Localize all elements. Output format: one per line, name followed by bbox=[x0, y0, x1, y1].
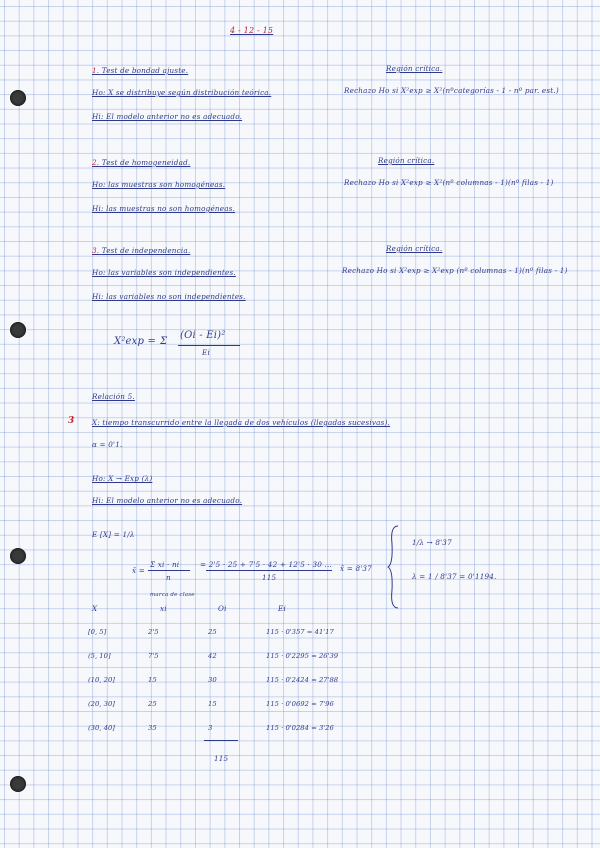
table-row bbox=[88, 668, 386, 692]
test-1-h0: Ho: X se distribuye según distribución teórica. bbox=[92, 88, 272, 97]
cell-interval: [0, 5] bbox=[88, 628, 107, 636]
expectation: E [X] = 1/λ bbox=[92, 530, 135, 539]
mean-numerator: Σ xi · ni bbox=[150, 560, 180, 569]
test-1-h1: Hi: El modelo anterior no es adecuado. bbox=[92, 112, 243, 121]
mean-expansion: = 2'5 · 25 + 7'5 · 42 + 12'5 · 30 ... bbox=[200, 560, 332, 569]
test-3-title: 3. Test de independencia. bbox=[92, 246, 191, 255]
cell-xi: 35 bbox=[148, 724, 157, 732]
cell-oi: 30 bbox=[208, 676, 217, 684]
cell-xi: 7'5 bbox=[148, 652, 159, 660]
table-subheader: marca de clase bbox=[150, 592, 195, 598]
table-total: 115 bbox=[214, 754, 229, 763]
mean-result: x̄ = 8'37 bbox=[340, 564, 372, 573]
test-1-region-rule: Rechazo Ho si X²exp ≥ X²(nºcategorías - 1 - nº par. est.) bbox=[344, 86, 559, 95]
mean-denominator-115: 115 bbox=[262, 573, 277, 582]
test-2-title: 2. Test de homogeneidad. bbox=[92, 158, 191, 167]
cell-interval: (10, 20] bbox=[88, 676, 115, 684]
binder-hole bbox=[10, 776, 26, 792]
test-2-number: 2. bbox=[92, 158, 100, 167]
cell-oi: 15 bbox=[208, 700, 217, 708]
total-rule bbox=[204, 740, 238, 741]
table-row bbox=[88, 644, 386, 668]
test-3-region-rule: Rechazo Ho si X²exp ≥ X²exp (nº columnas - 1)(nº filas - 1) bbox=[342, 266, 568, 275]
exercise-h0: Ho: X → Exp (λ) bbox=[92, 474, 153, 483]
exercise-statement: X: tiempo transcurrido entre la llegada de dos vehículos (llegadas sucesivas). bbox=[92, 418, 391, 427]
exercise-alpha: α = 0'1. bbox=[92, 440, 123, 449]
test-3-h1: Hi: las variables no son independientes. bbox=[92, 292, 246, 301]
table-row bbox=[88, 716, 386, 740]
cell-xi: 2'5 bbox=[148, 628, 159, 636]
bracket-line-2: λ = 1 / 8'37 = 0'1194. bbox=[412, 572, 497, 581]
exercise-h1: Hi: El modelo anterior no es adecuado. bbox=[92, 496, 243, 505]
cell-interval: (5, 10] bbox=[88, 652, 111, 660]
frequency-table bbox=[88, 620, 386, 740]
cell-ei: 115 · 0'0284 = 3'26 bbox=[266, 724, 334, 732]
test-3-number: 3. bbox=[92, 246, 100, 255]
mean-expansion-bar bbox=[206, 570, 332, 571]
binder-hole bbox=[10, 322, 26, 338]
test-1-title: 1. Test de bondad ajuste. bbox=[92, 66, 189, 75]
formula-numerator: (Oi - Ei)² bbox=[180, 330, 226, 341]
formula-lhs: X²exp = bbox=[114, 336, 157, 347]
cell-interval: (20, 30] bbox=[88, 700, 115, 708]
test-1-number: 1. bbox=[92, 66, 100, 75]
exercise-number: 3 bbox=[68, 416, 75, 426]
bracket-line-1: 1/λ → 8'37 bbox=[412, 538, 452, 547]
test-2-h1: Hi: las muestras no son homogéneas. bbox=[92, 204, 236, 213]
test-2-region-title: Región crítica. bbox=[378, 156, 435, 165]
formula-fraction-bar bbox=[178, 345, 240, 346]
table-header-ei: Ei bbox=[278, 604, 286, 613]
binder-hole bbox=[10, 90, 26, 106]
cell-ei: 115 · 0'2424 = 27'88 bbox=[266, 676, 339, 684]
mean-denominator: n bbox=[166, 573, 171, 582]
test-3-region-title: Región crítica. bbox=[386, 244, 443, 253]
test-1-region-title: Región crítica. bbox=[386, 64, 443, 73]
table-row bbox=[88, 692, 386, 716]
binder-hole bbox=[10, 548, 26, 564]
cell-ei: 115 · 0'357 = 41'17 bbox=[266, 628, 334, 636]
cell-xi: 15 bbox=[148, 676, 157, 684]
cell-xi: 25 bbox=[148, 700, 157, 708]
cell-oi: 42 bbox=[208, 652, 217, 660]
test-3-h0: Ho: las variables son independientes. bbox=[92, 268, 236, 277]
table-header-x: X bbox=[92, 604, 98, 613]
cell-oi: 25 bbox=[208, 628, 217, 636]
page-date: 4 - 12 - 15 bbox=[230, 26, 274, 35]
test-2-region-rule: Rechazo Ho si X²exp ≥ X²(nº columnas - 1)(nº filas - 1) bbox=[344, 178, 554, 187]
mean-fraction-bar bbox=[148, 570, 190, 571]
cell-oi: 3 bbox=[208, 724, 213, 732]
mean-lhs: x̄ = bbox=[132, 566, 145, 575]
curly-bracket bbox=[386, 524, 400, 610]
cell-ei: 115 · 0'0692 = 7'96 bbox=[266, 700, 334, 708]
table-row bbox=[88, 620, 386, 644]
table-header-oi: Oi bbox=[218, 604, 227, 613]
table-header-xi: xi bbox=[160, 604, 167, 613]
cell-ei: 115 · 0'2295 = 26'39 bbox=[266, 652, 339, 660]
formula-denominator: Ei bbox=[202, 348, 210, 357]
relacion-heading: Relación 5. bbox=[92, 392, 135, 401]
test-2-h0: Ho: las muestras son homogéneas. bbox=[92, 180, 226, 189]
formula-sum: Σ bbox=[160, 336, 168, 347]
cell-interval: (30, 40] bbox=[88, 724, 115, 732]
